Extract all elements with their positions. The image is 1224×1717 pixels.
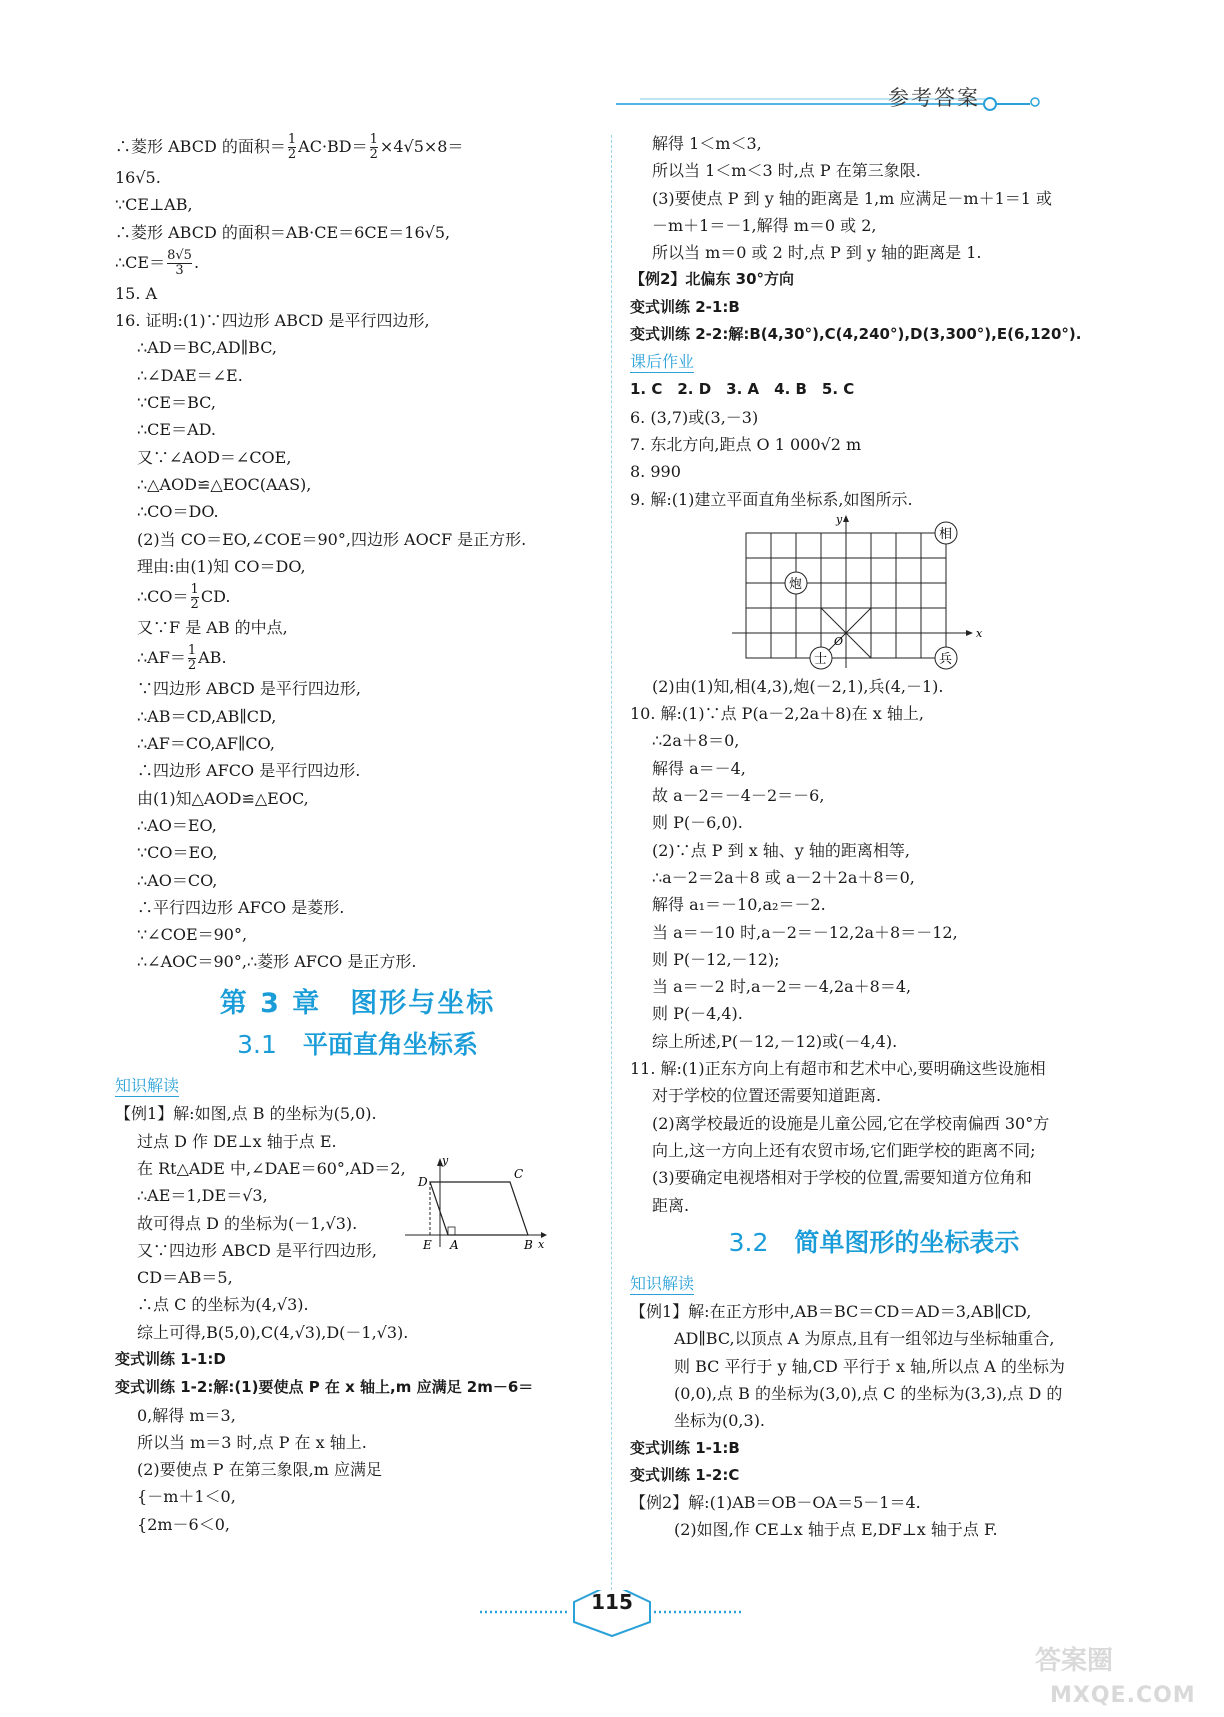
parallelogram-figure	[400, 1152, 550, 1252]
label-c: C	[514, 1167, 524, 1182]
text-line: 15. A	[115, 283, 158, 303]
text-line: (2)如图,作 CE⊥x 轴于点 E,DF⊥x 轴于点 F.	[674, 1520, 998, 1540]
header-title: 参考答案	[888, 86, 980, 110]
text-line: ∴AO＝CO,	[137, 870, 218, 890]
text-line: ∴CE＝AD.	[137, 420, 217, 440]
text-line: 解得 a＝－4,	[652, 758, 746, 778]
origin-label: O	[834, 634, 844, 648]
chess-grid-figure	[730, 513, 990, 673]
text-line: ∵CE＝BC,	[137, 393, 216, 413]
text-line: 解得 1＜m＜3,	[652, 134, 762, 153]
text-line: 综上所述,P(－12,－12)或(－4,4).	[652, 1031, 898, 1051]
text-line: 8. 990	[630, 462, 681, 482]
text-line: ∴菱形 ABCD 的面积＝AB·CE＝6CE＝16√5,	[115, 222, 451, 242]
text-line: 9. 解:(1)建立平面直角坐标系,如图所示.	[630, 489, 913, 509]
text-line: 【例2】解:(1)AB＝OB－OA＝5－1＝4.	[630, 1493, 921, 1513]
axis-y-label: y	[836, 512, 843, 526]
text-line: ∴2a＋8＝0,	[652, 731, 740, 751]
text-line: 变式训练 2-2:解:B(4,30°),C(4,240°),D(3,300°),E(6,120°).	[630, 325, 1082, 344]
homework-label: 课后作业	[630, 352, 695, 372]
text-line: 则 P(－4,4).	[652, 1004, 743, 1024]
text-line: 则 BC 平行于 y 轴,CD 平行于 x 轴,所以点 A 的坐标为	[674, 1356, 1065, 1376]
text-line: ∴AO＝EO,	[137, 815, 217, 835]
text-line: 则 P(－6,0).	[652, 813, 743, 833]
fraction: $\frac{1}{2}$	[187, 643, 197, 674]
text-line: 坐标为(0,3).	[674, 1411, 766, 1431]
example-block	[115, 1100, 600, 1346]
text-line: 16√5.	[115, 168, 161, 187]
text-line: 综上可得,B(5,0),C(4,√3),D(－1,√3).	[137, 1322, 409, 1342]
piece-xiang	[935, 522, 957, 544]
fraction: $\frac{8√5}{3}$	[167, 247, 192, 278]
text-line: ∴△AOD≌△EOC(AAS),	[137, 474, 312, 494]
text-line: 又∵四边形 ABCD 是平行四边形,	[137, 1240, 377, 1260]
text-line: 故 a－2＝－4－2＝－6,	[652, 786, 825, 806]
text-line: (2)∵点 P 到 x 轴、y 轴的距离相等,	[652, 840, 911, 860]
text-line: －m＋1＝－1,解得 m＝0 或 2,	[652, 215, 877, 235]
text-line: ∵CO＝EO,	[137, 843, 218, 863]
text-line: 距离.	[652, 1195, 690, 1215]
text-line: ∵∠COE＝90°,	[137, 925, 248, 945]
label-a: A	[450, 1238, 459, 1253]
svg-text:士: 士	[814, 651, 828, 667]
text-line: 则 P(－12,－12);	[652, 949, 780, 969]
right-column	[630, 130, 1118, 1544]
section-title: 3.1 平面直角坐标系	[237, 1030, 478, 1060]
text-line: 所以当 m＝0 或 2 时,点 P 到 y 轴的距离是 1.	[652, 243, 982, 263]
svg-text:相: 相	[939, 526, 953, 542]
axis-x-label: x	[976, 626, 983, 640]
text-line: AD∥BC,以顶点 A 为原点,且有一组邻边与坐标轴重合,	[674, 1329, 1055, 1349]
text-line: 当 a＝－10 时,a－2＝－12,2a＋8＝－12,	[652, 922, 958, 942]
text-line: 7. 东北方向,距点 O 1 000√2 m	[630, 434, 862, 454]
piece-shi	[810, 647, 832, 669]
text-line: 当 a＝－2 时,a－2＝－4,2a＋8＝4,	[652, 977, 912, 997]
text-line: ∴四边形 AFCO 是平行四边形.	[137, 761, 361, 781]
text-line: ∴∠DAE＝∠E.	[137, 365, 243, 385]
text-line: 变式训练 2-1:B	[630, 297, 740, 316]
text-line: (2)离学校最近的设施是儿童公园,它在学校南偏西 30°方	[652, 1113, 1050, 1133]
text-line: ∴平行四边形 AFCO 是菱形.	[137, 897, 345, 917]
text-line: 11. 解:(1)正东方向上有超市和艺术中心,要明确这些设施相	[630, 1059, 1046, 1079]
label-b: B	[524, 1238, 533, 1253]
text-line: 变式训练 1-1:B	[630, 1438, 740, 1457]
watermark-url: MXQE.COM	[1050, 1683, 1196, 1708]
svg-text:炮: 炮	[789, 576, 803, 592]
text-line: 理由:由(1)知 CO＝DO,	[137, 556, 306, 576]
label-e: E	[423, 1238, 432, 1253]
text-line: ∴AF＝CO,AF∥CO,	[137, 734, 275, 754]
text-line: (2)当 CO＝EO,∠COE＝90°,四边形 AOCF 是正方形.	[137, 529, 527, 549]
header-decoration	[0, 0, 1224, 130]
piece-bing	[935, 647, 957, 669]
text-line: ∴AE＝1,DE＝√3,	[137, 1186, 268, 1206]
text-line: (2)要使点 P 在第三象限,m 应满足	[137, 1460, 382, 1480]
text-line: ∵CE⊥AB,	[115, 195, 193, 215]
left-column	[115, 130, 600, 1538]
knowledge-label: 知识解读	[630, 1274, 695, 1294]
label-y: y	[442, 1154, 449, 1168]
text-line: 对于学校的位置还需要知道距离.	[652, 1086, 882, 1106]
af-line: ∴AF＝ $\frac{1}{2}$ AB.	[137, 643, 227, 674]
text-line: 在 Rt△ADE 中,∠DAE＝60°,AD＝2,	[137, 1158, 406, 1178]
text-line: 变式训练 1-2:解:(1)要使点 P 在 x 轴上,m 应满足 2m－6＝	[115, 1378, 534, 1397]
text-line: 过点 D 作 DE⊥x 轴于点 E.	[137, 1131, 337, 1151]
text-line: (3)要使点 P 到 y 轴的距离是 1,m 应满足－m＋1＝1 或	[652, 188, 1053, 208]
page-header	[0, 0, 1224, 130]
text-line: (0,0),点 B 的坐标为(3,0),点 C 的坐标为(3,3),点 D 的	[674, 1383, 1063, 1403]
chapter-title: 第 3 章 图形与坐标	[219, 987, 496, 1019]
text-line: 10. 解:(1)∵点 P(a－2,2a＋8)在 x 轴上,	[630, 704, 924, 724]
text-line: 变式训练 1-2:C	[630, 1465, 740, 1484]
text-line: 【例1】解:在正方形中,AB＝BC＝CD＝AD＝3,AB∥CD,	[630, 1302, 1032, 1322]
text-line: ∴点 C 的坐标为(4,√3).	[137, 1295, 309, 1315]
ce-line: ∴CE＝ $\frac{8√5}{3}$ .	[115, 247, 200, 278]
text-line: (2)由(1)知,相(4,3),炮(－2,1),兵(4,－1).	[652, 676, 944, 696]
fraction: $\frac{1}{2}$	[369, 132, 378, 162]
text-line: 1. C 2. D 3. A 4. B 5. C	[630, 380, 855, 399]
column-divider	[611, 135, 612, 1635]
co-line: ∴CO＝ $\frac{1}{2}$ CD.	[137, 582, 231, 613]
text-line: ∴∠AOC＝90°,∴菱形 AFCO 是正方形.	[137, 952, 417, 972]
text-line: 所以当 1＜m＜3 时,点 P 在第三象限.	[652, 161, 921, 181]
text-line: 又∵F 是 AB 的中点,	[137, 618, 288, 638]
text-line: 所以当 m＝3 时,点 P 在 x 轴上.	[137, 1432, 367, 1452]
text-line: 解得 a₁＝－10,a₂＝－2.	[652, 895, 826, 915]
label-x: x	[538, 1238, 545, 1252]
piece-pao	[785, 572, 807, 594]
text-line: 又∵∠AOD＝∠COE,	[137, 447, 292, 467]
text-line: 【例1】解:如图,点 B 的坐标为(5,0).	[115, 1104, 377, 1124]
text-line: 向上,这一方向上还有农贸市场,它们距学校的距离不同;	[652, 1140, 1036, 1160]
text-line: ∵四边形 ABCD 是平行四边形,	[137, 679, 361, 699]
text-line: ∴AB＝CD,AB∥CD,	[137, 706, 277, 726]
knowledge-label: 知识解读	[115, 1076, 180, 1096]
text-line: CD＝AB＝5,	[137, 1268, 233, 1288]
system-line-2: {2m－6＜0,	[137, 1514, 230, 1534]
system-line-1: {－m＋1＜0,	[137, 1487, 236, 1507]
text-line: 【例2】北偏东 30°方向	[630, 270, 795, 289]
fraction: $\frac{1}{2}$	[287, 132, 297, 162]
text-line: 0,解得 m＝3,	[137, 1405, 236, 1425]
page-number: 115	[591, 1590, 633, 1614]
text-line: ∴a－2＝2a＋8 或 a－2＋2a＋8＝0,	[652, 867, 915, 887]
area-line: ∴菱形 ABCD 的面积＝ $\frac{1}{2}$ AC·BD＝ $\frac{1}{2}$ ×4√5×8＝	[115, 132, 464, 162]
text-line: (3)要确定电视塔相对于学校的位置,需要知道方位角和	[652, 1168, 1032, 1188]
text-line: 变式训练 1-1:D	[115, 1349, 226, 1368]
text-line: 由(1)知△AOD≌△EOC,	[137, 788, 309, 808]
svg-text:兵: 兵	[939, 651, 953, 667]
fraction: $\frac{1}{2}$	[190, 582, 199, 613]
section-title: 3.2 简单图形的坐标表示	[728, 1227, 1020, 1257]
text-line: ∴CO＝DO.	[137, 502, 219, 522]
text-line: 故可得点 D 的坐标为(－1,√3).	[137, 1213, 358, 1233]
text-line: 16. 证明:(1)∵四边形 ABCD 是平行四边形,	[115, 311, 430, 331]
text-line: 6. (3,7)或(3,－3)	[630, 407, 759, 427]
text-line: ∴AD＝BC,AD∥BC,	[137, 338, 277, 358]
watermark-logo: 答案圈	[1035, 1646, 1114, 1676]
label-d: D	[418, 1175, 428, 1190]
